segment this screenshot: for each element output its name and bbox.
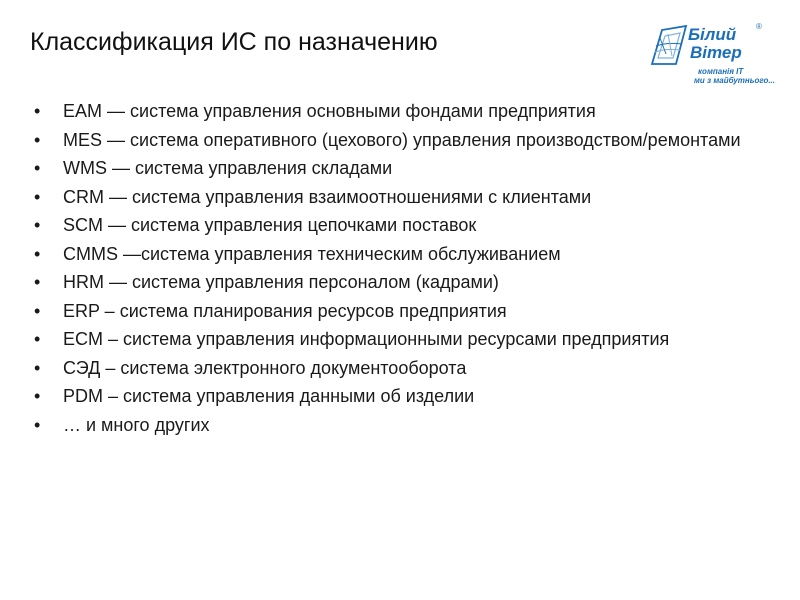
logo-tagline-1: компанія IT bbox=[698, 67, 744, 76]
bullet-dot-icon: • bbox=[34, 357, 41, 378]
bullet-item bbox=[30, 100, 750, 123]
bullet-dot-icon: • bbox=[34, 243, 41, 264]
bullet-item bbox=[30, 300, 750, 323]
bullet-text: CMMS —система управления техническим обслуживанием bbox=[63, 243, 561, 264]
bullet-item bbox=[30, 414, 750, 437]
bullet-dot-icon: • bbox=[34, 101, 41, 121]
logo-word-2: Вітер bbox=[690, 43, 742, 62]
bullet-text: … и много других bbox=[63, 414, 210, 435]
bullet-item bbox=[30, 385, 750, 408]
bullet-text: СЭД – система электронного документооборота bbox=[63, 357, 467, 378]
bullet-dot-icon: • bbox=[34, 329, 41, 349]
bullet-item bbox=[30, 357, 750, 380]
bullet-item bbox=[30, 328, 750, 351]
bullet-item bbox=[30, 271, 750, 294]
bullet-dot-icon: • bbox=[34, 300, 41, 321]
logo-tagline-2: ми з майбутнього... bbox=[694, 76, 775, 85]
bullet-text: CRM — система управления взаимоотношениями с клиентами bbox=[63, 186, 592, 207]
bullet-item bbox=[30, 243, 750, 266]
bullet-text: HRM — система управления персоналом (кадрами) bbox=[63, 272, 499, 292]
bullet-text: ERP – система планирования ресурсов предприятия bbox=[63, 300, 507, 321]
bullet-text: PDM – система управления данными об изделии bbox=[63, 386, 475, 406]
bullet-item bbox=[30, 157, 750, 180]
bullet-item bbox=[30, 214, 750, 237]
bullet-dot-icon: • bbox=[34, 386, 41, 406]
bullet-text: SCM — система управления цепочками поставок bbox=[63, 215, 477, 235]
bullet-dot-icon: • bbox=[34, 215, 41, 235]
bullet-item bbox=[30, 186, 750, 209]
logo-word-1: Білий bbox=[688, 25, 737, 44]
registered-mark: ® bbox=[756, 22, 762, 31]
bullet-text: WMS — система управления складами bbox=[63, 158, 393, 178]
slide-title: Классификация ИС по назначению bbox=[30, 28, 438, 56]
company-logo bbox=[648, 22, 775, 90]
bullet-dot-icon: • bbox=[34, 272, 41, 292]
bullet-dot-icon: • bbox=[34, 414, 41, 435]
bullet-text: MES — система оперативного (цехового) управления производством/ремонтами bbox=[63, 129, 741, 150]
bullet-dot-icon: • bbox=[34, 158, 41, 178]
wind-logo-icon bbox=[648, 24, 688, 70]
bullet-text: ECM – система управления информационными ресурсами предприятия bbox=[63, 329, 670, 349]
bullet-dot-icon: • bbox=[34, 186, 41, 207]
bullet-item bbox=[30, 129, 750, 152]
bullet-dot-icon: • bbox=[34, 129, 41, 150]
bullet-text: EAM — система управления основными фондами предприятия bbox=[63, 101, 596, 121]
bullet-list bbox=[30, 100, 750, 442]
